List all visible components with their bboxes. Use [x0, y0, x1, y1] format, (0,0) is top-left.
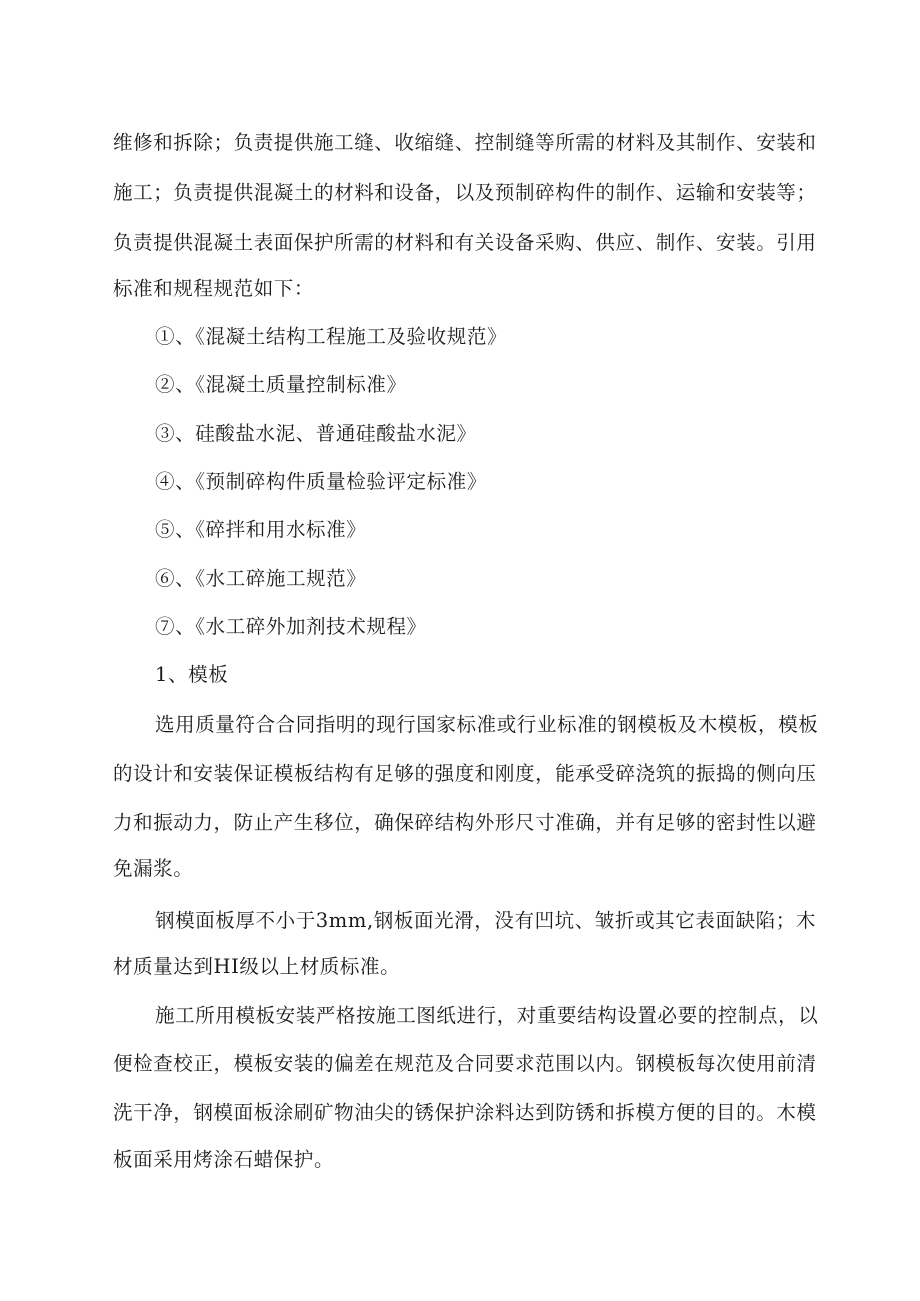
para3-line-1: 施工所用模板安装严格按施工图纸进行，对重要结构设置必要的控制点，以 — [155, 1004, 819, 1027]
para1-line-1: 选用质量符合合同指明的现行国家标准或行业标准的钢模板及木模板，模板 — [155, 713, 819, 736]
intro-line-1: 维修和拆除；负责提供施工缝、收缩缝、控制缝等所需的材料及其制作、安装和 — [113, 131, 817, 154]
para3-line-3: 洗干净，钢模面板涂刷矿物油尖的锈保护涂料达到防锈和拆模方便的目的。木模 — [113, 1101, 817, 1124]
intro-line-2: 施工；负责提供混凝土的材料和设备，以及预制碎构件的制作、运输和安装等； — [113, 181, 817, 204]
standard-item-6: ⑥、《水工碎施工规范》 — [155, 567, 367, 590]
standard-item-3: ③、硅酸盐水泥、普通硅酸盐水泥》 — [155, 422, 477, 445]
standard-item-7: ⑦、《水工碎外加剂技术规程》 — [155, 615, 427, 638]
standard-item-5: ⑤、《碎拌和用水标准》 — [155, 518, 367, 541]
para3-line-4: 板面采用烤涂石蜡保护。 — [113, 1148, 335, 1171]
para2-line-1: 钢模面板厚不小于3mm,钢板面光滑，没有凹坑、皱折或其它表面缺陷；木 — [155, 909, 816, 932]
para1-line-2: 的设计和安装保证模板结构有足够的强度和刚度，能承受碎浇筑的振捣的侧向压 — [113, 762, 817, 785]
para2-line-2: 材质量达到HI级以上材质标准。 — [113, 955, 401, 978]
intro-line-4: 标准和规程规范如下： — [113, 277, 315, 300]
standard-item-1: ①、《混凝土结构工程施工及验收规范》 — [155, 325, 508, 348]
section-heading: 1、模板 — [155, 663, 229, 686]
para3-line-2: 便检查校正，模板安装的偏差在规范及合同要求范围以内。钢模板每次使用前清 — [113, 1052, 817, 1075]
para1-line-4: 免漏浆。 — [113, 857, 194, 880]
standard-item-2: ②、《混凝土质量控制标准》 — [155, 373, 407, 396]
para1-line-3: 力和振动力，防止产生移位，确保碎结构外形尺寸准确，并有足够的密封性以避 — [113, 811, 817, 834]
standard-item-4: ④、《预制碎构件质量检验评定标准》 — [155, 470, 487, 493]
intro-line-3: 负责提供混凝土表面保护所需的材料和有关设备采购、供应、制作、安装。引用 — [113, 231, 817, 254]
